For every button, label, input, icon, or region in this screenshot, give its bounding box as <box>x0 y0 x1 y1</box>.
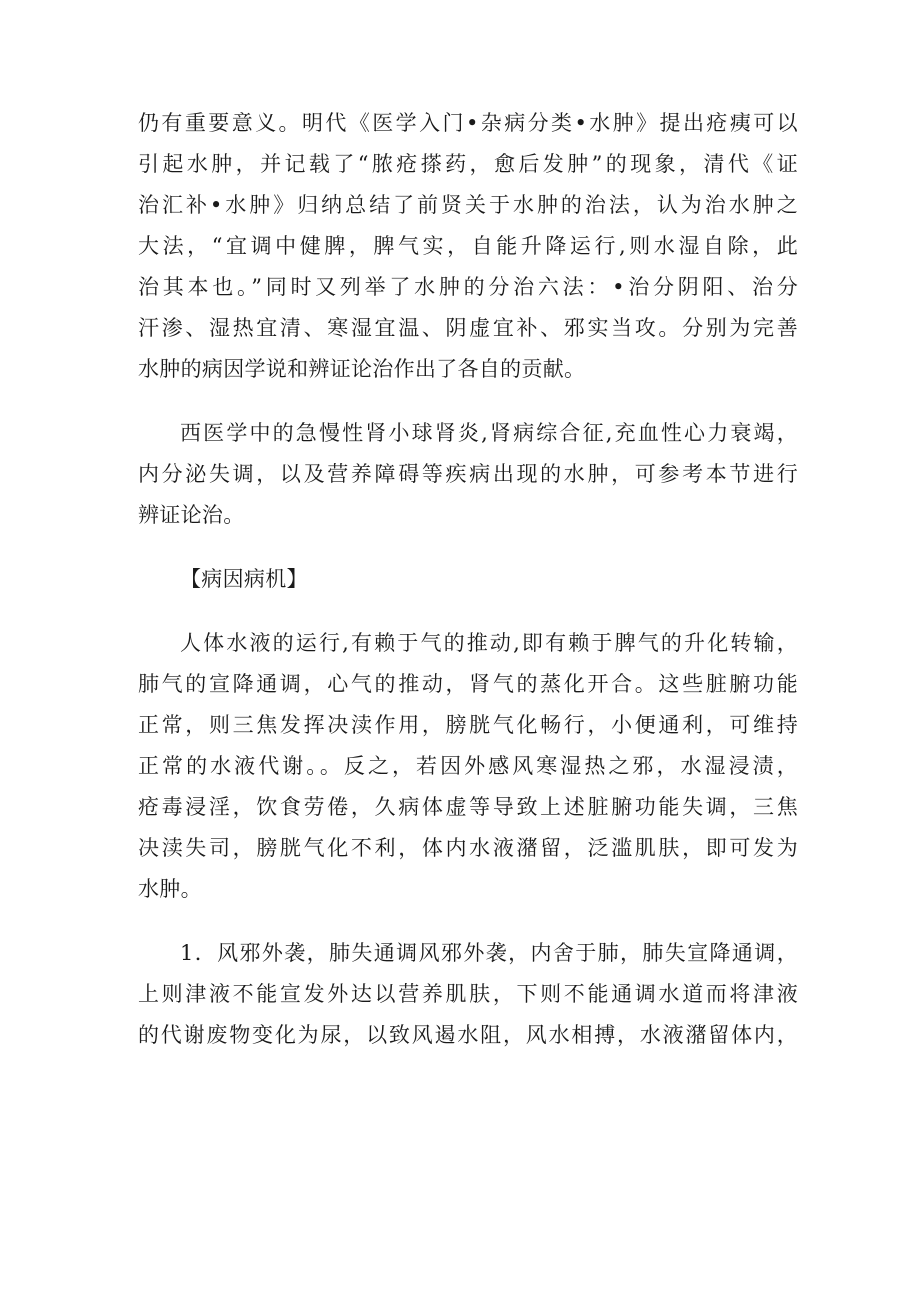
text-line: 治汇补•水肿》归纳总结了前贤关于水肿的治法，认为治水肿之 <box>138 193 798 217</box>
text-line: 西医学中的急慢性肾小球肾炎,肾病综合征,充血性心力衰竭， <box>180 421 798 445</box>
text-line: 仍有重要意义。明代《医学入门•杂病分类•水肿》提出疮痍可以 <box>138 111 798 135</box>
text-line: 水肿。 <box>138 877 202 901</box>
text-line: 辨证论治。 <box>138 503 245 527</box>
text-line: 治其本也。”同时又列举了水肿的分治六法：•治分阴阳、治分 <box>138 275 798 299</box>
section-heading-text: 【病因病机】 <box>180 567 308 591</box>
text-line: 肺气的宣降通调，心气的推动，肾气的蒸化开合。这些脏腑功能 <box>138 672 798 696</box>
text-line: 上则津液不能宣发外达以营养肌肤，下则不能通调水道而将津液 <box>138 982 798 1006</box>
text-line: 汗渗、湿热宜清、寒湿宜温、阴虚宜补、邪实当攻。分别为完善 <box>138 316 798 340</box>
text-line: 的代谢废物变化为尿，以致风遏水阻，风水相搏，水液潴留体内， <box>138 1023 798 1047</box>
text-line: 正常，则三焦发挥决渎作用，膀胱气化畅行，小便通利，可维持 <box>138 713 798 737</box>
text-line: 水肿的病因学说和辨证论治作出了各自的贡献。 <box>138 357 586 381</box>
text-line: 疮毒浸淫，饮食劳倦，久病体虚等导致上述脏腑功能失调，三焦 <box>138 795 798 819</box>
paragraph-4 <box>138 933 798 1056</box>
text-line: 正常的水液代谢。。反之，若因外感风寒湿热之邪，水湿浸渍， <box>138 754 798 778</box>
paragraph-3 <box>138 623 798 910</box>
text-line: 决渎失司，膀胱气化不利，体内水液潴留，泛滥肌肤，即可发为 <box>138 836 798 860</box>
text-line: 大法，“宜调中健脾，脾气实，自能升降运行,则水湿自除，此 <box>138 234 798 258</box>
text-line: 引起水肿，并记载了“脓疮搽药，愈后发肿”的现象，清代《证 <box>138 152 798 176</box>
text-line: 内分泌失调，以及营养障碍等疾病出现的水肿，可参考本节进行 <box>138 462 798 486</box>
paragraph-2 <box>138 413 798 536</box>
text-line: 1．风邪外袭，肺失通调风邪外袭，内舍于肺，肺失宣降通调， <box>180 941 798 965</box>
paragraph-1 <box>138 103 798 390</box>
section-heading <box>138 559 798 600</box>
document-body <box>138 103 798 1056</box>
text-line: 人体水液的运行,有赖于气的推动,即有赖于脾气的升化转输， <box>180 631 798 655</box>
